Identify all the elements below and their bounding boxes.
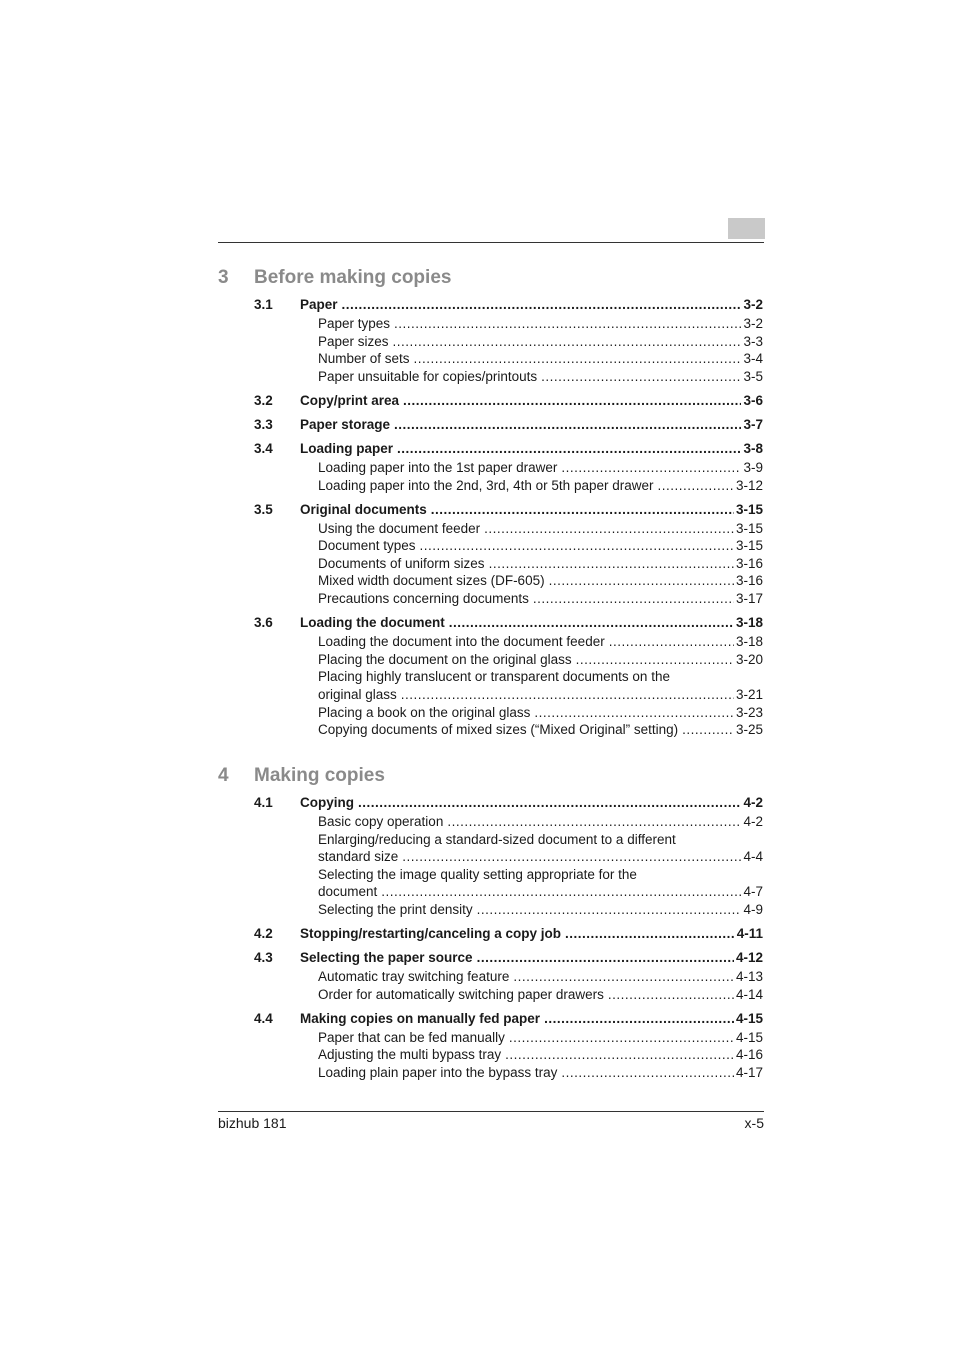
toc-section-link-page: 4-15 xyxy=(735,1010,763,1026)
dot-leader xyxy=(477,949,734,967)
toc-section-link-title: Paper xyxy=(300,297,338,312)
toc-item-link[interactable] xyxy=(318,350,763,368)
toc-item-link-title: Copying documents of mixed sizes (“Mixed Original” setting) xyxy=(318,722,679,738)
toc-item-link[interactable] xyxy=(318,572,763,590)
toc-item-link-page: 4-4 xyxy=(743,849,763,865)
toc-section-link[interactable] xyxy=(300,501,763,519)
toc-item-link[interactable] xyxy=(318,368,763,386)
section-number: 3.1 xyxy=(254,297,273,312)
toc-item-row xyxy=(0,986,954,1004)
section-number: 3.2 xyxy=(254,392,273,408)
dot-leader xyxy=(565,925,735,943)
toc-item-link-page: 4-9 xyxy=(743,902,763,917)
toc-item-row xyxy=(0,1046,954,1064)
toc-section-link-title: Loading paper xyxy=(300,440,394,456)
section-number: 4.4 xyxy=(254,1010,273,1026)
toc-item-link-title: Mixed width document sizes (DF-605) xyxy=(318,573,545,589)
dot-leader xyxy=(397,440,741,458)
dot-leader xyxy=(420,537,734,555)
toc-item-link-page: 3-3 xyxy=(743,333,763,349)
toc-item-link-page: 3-25 xyxy=(735,722,763,738)
toc-section-row xyxy=(0,794,954,812)
toc-item-row xyxy=(0,537,954,555)
toc-item-row xyxy=(0,704,954,722)
section-number: 4.3 xyxy=(254,950,273,966)
toc-item-link-title: Using the document feeder xyxy=(318,520,481,536)
dot-leader xyxy=(401,686,734,704)
toc-item-row xyxy=(0,848,954,866)
toc-item-link-page: 4-13 xyxy=(735,969,763,985)
dot-leader xyxy=(449,614,734,632)
toc-section-row xyxy=(0,416,954,434)
toc-item-title-line[interactable]: Selecting the image quality setting appropriate for the xyxy=(318,866,637,882)
toc-item-link-page: 3-5 xyxy=(743,368,763,384)
toc-item-link-title: Number of sets xyxy=(318,351,410,367)
toc-item-row xyxy=(0,572,954,590)
toc-section-link-title: Making copies on manually fed paper xyxy=(300,1010,541,1026)
toc-item-link-title: Basic copy operation xyxy=(318,814,444,829)
toc-section-link[interactable] xyxy=(300,949,763,967)
toc-item-row xyxy=(0,368,954,386)
toc-item-link[interactable] xyxy=(318,477,763,495)
toc-item-link[interactable] xyxy=(318,704,763,722)
toc-item-link-title: original glass xyxy=(318,686,397,702)
toc-section-link-page: 3-2 xyxy=(743,297,763,312)
toc-item-link-title: Paper sizes xyxy=(318,333,389,349)
toc-item-row xyxy=(0,315,954,333)
toc-item-link-page: 3-17 xyxy=(735,591,763,606)
toc-item-row xyxy=(0,883,954,901)
toc-item-link-title: Precautions concerning documents xyxy=(318,591,529,606)
toc-item-link-title: Paper that can be fed manually xyxy=(318,1029,505,1045)
toc-item-link-page: 4-2 xyxy=(743,814,763,829)
toc-section-row xyxy=(0,392,954,410)
toc-item-link-page: 3-12 xyxy=(735,477,763,493)
toc-section-link-page: 3-6 xyxy=(743,392,763,408)
toc-item-link[interactable] xyxy=(318,633,763,651)
toc-section-link-title: Original documents xyxy=(300,501,427,517)
toc-item-link-page: 4-7 xyxy=(743,884,763,900)
toc-item-link[interactable] xyxy=(318,813,763,831)
toc-section-link[interactable] xyxy=(300,1010,763,1028)
chapter-number: 4 xyxy=(218,765,229,786)
toc-item-row xyxy=(0,555,954,573)
toc-item-link[interactable] xyxy=(318,555,763,573)
toc-item-link-page: 4-16 xyxy=(735,1047,763,1063)
toc-item-link-title: Loading the document into the document feeder xyxy=(318,634,605,650)
toc-item-link-page: 4-14 xyxy=(735,986,763,1002)
toc-item-row xyxy=(0,590,954,608)
toc-item-link-title: Order for automatically switching paper drawers xyxy=(318,986,604,1002)
toc-item-row xyxy=(0,651,954,669)
toc-item-link-title: Loading plain paper into the bypass tray xyxy=(318,1065,558,1080)
dot-leader xyxy=(561,459,741,477)
footer-product-name: bizhub 181 xyxy=(218,1115,287,1131)
chapter-heading xyxy=(0,265,954,288)
chapter-tab-marker xyxy=(728,218,765,239)
dot-leader xyxy=(403,392,741,410)
toc-section-link-page: 4-2 xyxy=(743,795,763,810)
toc-section-link[interactable] xyxy=(300,296,763,314)
dot-leader xyxy=(393,333,742,351)
chapter-title: Before making copies xyxy=(254,267,452,288)
toc-item-link-title: Placing the document on the original glass xyxy=(318,651,572,667)
section-number: 4.2 xyxy=(254,926,273,942)
toc-item-link-title: Loading paper into the 1st paper drawer xyxy=(318,459,558,475)
toc-item-link[interactable] xyxy=(318,848,763,866)
toc-item-link-title: Selecting the print density xyxy=(318,902,473,917)
toc-item-row xyxy=(0,831,954,849)
section-number: 3.6 xyxy=(254,615,273,631)
toc-item-link-title: Paper unsuitable for copies/printouts xyxy=(318,368,538,384)
toc-item-row xyxy=(0,633,954,651)
toc-item-link[interactable] xyxy=(318,986,763,1004)
dot-leader xyxy=(609,633,734,651)
toc-section-link[interactable] xyxy=(300,416,763,434)
toc-item-row xyxy=(0,1029,954,1047)
chapter-heading xyxy=(0,763,954,786)
toc-item-link-page: 3-16 xyxy=(735,573,763,589)
dot-leader xyxy=(549,572,734,590)
toc-item-link[interactable] xyxy=(318,968,763,986)
toc-item-link-title: Documents of uniform sizes xyxy=(318,555,485,571)
dot-leader xyxy=(394,315,741,333)
toc-item-link[interactable] xyxy=(318,883,763,901)
toc-item-link-page: 3-9 xyxy=(743,459,763,475)
toc-section-link-page: 4-11 xyxy=(736,926,763,942)
toc-section-link-title: Loading the document xyxy=(300,615,445,631)
toc-section-row xyxy=(0,296,954,314)
dot-leader xyxy=(505,1046,734,1064)
toc-item-title-line[interactable]: Placing highly translucent or transparent documents on the xyxy=(318,669,670,685)
dot-leader xyxy=(576,651,734,669)
toc-item-link[interactable] xyxy=(318,333,763,351)
toc-item-row xyxy=(0,668,954,686)
section-number: 4.1 xyxy=(254,795,273,810)
toc-section-link-page: 3-18 xyxy=(735,615,763,631)
toc-item-link-page: 3-21 xyxy=(735,686,763,702)
toc-item-row xyxy=(0,459,954,477)
toc-section-link-page: 3-8 xyxy=(743,440,763,456)
toc-item-row xyxy=(0,813,954,831)
dot-leader xyxy=(394,416,741,434)
toc-item-link-page: 3-4 xyxy=(743,351,763,367)
toc-item-link-page: 4-15 xyxy=(735,1029,763,1045)
toc-item-link[interactable] xyxy=(318,537,763,555)
toc-item-link[interactable] xyxy=(318,721,763,739)
section-number: 3.3 xyxy=(254,416,273,432)
toc-item-link[interactable] xyxy=(318,686,763,704)
toc-item-row xyxy=(0,866,954,884)
chapter-number: 3 xyxy=(218,267,229,288)
dot-leader xyxy=(381,883,741,901)
dot-leader xyxy=(561,1064,734,1082)
toc-item-link-page: 3-18 xyxy=(735,634,763,650)
toc-section-link-page: 3-15 xyxy=(735,501,763,517)
toc-section-link-title: Copy/print area xyxy=(300,392,400,408)
toc-item-row xyxy=(0,968,954,986)
dot-leader xyxy=(657,477,733,495)
toc-item-link-title: Paper types xyxy=(318,316,391,331)
toc-item-link-page: 3-15 xyxy=(735,520,763,536)
toc-item-link-title: Automatic tray switching feature xyxy=(318,969,510,985)
toc-item-link-title: document xyxy=(318,884,378,900)
dot-leader xyxy=(682,721,734,739)
toc-section-link-page: 4-12 xyxy=(735,950,763,966)
toc-item-row xyxy=(0,350,954,368)
toc-section-row xyxy=(0,501,954,519)
header-rule xyxy=(218,242,764,243)
toc-section-row xyxy=(0,949,954,967)
toc-item-row xyxy=(0,520,954,538)
dot-leader xyxy=(402,848,741,866)
toc-section-link-page: 3-7 xyxy=(743,416,763,432)
section-number: 3.5 xyxy=(254,501,273,517)
toc-item-row xyxy=(0,901,954,919)
toc-item-link[interactable] xyxy=(318,1046,763,1064)
toc-section-link-title: Selecting the paper source xyxy=(300,950,473,966)
chapter-title: Making copies xyxy=(254,765,385,786)
section-number: 3.4 xyxy=(254,440,273,456)
dot-leader xyxy=(489,555,734,573)
toc-item-row xyxy=(0,333,954,351)
dot-leader xyxy=(533,590,734,608)
toc-section-link-title: Copying xyxy=(300,795,354,810)
toc-item-link-page: 3-20 xyxy=(735,651,763,667)
toc-item-link-title: Adjusting the multi bypass tray xyxy=(318,1047,502,1063)
toc-item-link[interactable] xyxy=(318,1064,763,1082)
toc-item-link-title: standard size xyxy=(318,849,399,865)
dot-leader xyxy=(534,704,734,722)
dot-leader xyxy=(431,501,734,519)
toc-section-row xyxy=(0,1010,954,1028)
toc-section-link[interactable] xyxy=(300,440,763,458)
toc-item-link[interactable] xyxy=(318,901,763,919)
toc-item-link-title: Placing a book on the original glass xyxy=(318,704,531,720)
toc-item-link-title: Loading paper into the 2nd, 3rd, 4th or 5th paper drawer xyxy=(318,477,654,493)
toc-section-row xyxy=(0,440,954,458)
dot-leader xyxy=(414,350,742,368)
toc-item-link[interactable] xyxy=(318,315,763,333)
toc-item-link[interactable] xyxy=(318,520,763,538)
toc-section-link[interactable] xyxy=(300,925,763,943)
toc-item-row xyxy=(0,477,954,495)
toc-item-link-title: Document types xyxy=(318,538,416,554)
toc-item-link-page: 3-16 xyxy=(735,555,763,571)
toc-item-link-page: 3-2 xyxy=(743,316,763,331)
toc-item-row xyxy=(0,686,954,704)
toc-item-link-page: 4-17 xyxy=(735,1065,763,1080)
toc-section-link[interactable] xyxy=(300,392,763,410)
dot-leader xyxy=(358,794,741,812)
toc-section-link-title: Stopping/restarting/canceling a copy job xyxy=(300,926,562,942)
toc-section-link[interactable] xyxy=(300,614,763,632)
toc-item-link[interactable] xyxy=(318,459,763,477)
dot-leader xyxy=(544,1010,734,1028)
toc-section-row xyxy=(0,925,954,943)
dot-leader xyxy=(509,1029,734,1047)
dot-leader xyxy=(541,368,741,386)
toc-item-link[interactable] xyxy=(318,1029,763,1047)
toc-section-row xyxy=(0,614,954,632)
toc-item-row xyxy=(0,721,954,739)
toc-item-link[interactable] xyxy=(318,651,763,669)
dot-leader xyxy=(608,986,734,1004)
footer-rule xyxy=(218,1111,764,1112)
toc-item-link-page: 3-15 xyxy=(735,538,763,554)
toc-item-link[interactable] xyxy=(318,590,763,608)
toc-item-title-line[interactable]: Enlarging/reducing a standard-sized document to a different xyxy=(318,831,676,847)
toc-item-row xyxy=(0,1064,954,1082)
footer-page-number: x-5 xyxy=(744,1115,764,1131)
dot-leader xyxy=(342,296,742,314)
dot-leader xyxy=(477,901,742,919)
toc-section-link[interactable] xyxy=(300,794,763,812)
dot-leader xyxy=(484,520,734,538)
dot-leader xyxy=(447,813,741,831)
toc-item-link-page: 3-23 xyxy=(735,704,763,720)
toc-section-link-title: Paper storage xyxy=(300,416,391,432)
dot-leader xyxy=(513,968,734,986)
